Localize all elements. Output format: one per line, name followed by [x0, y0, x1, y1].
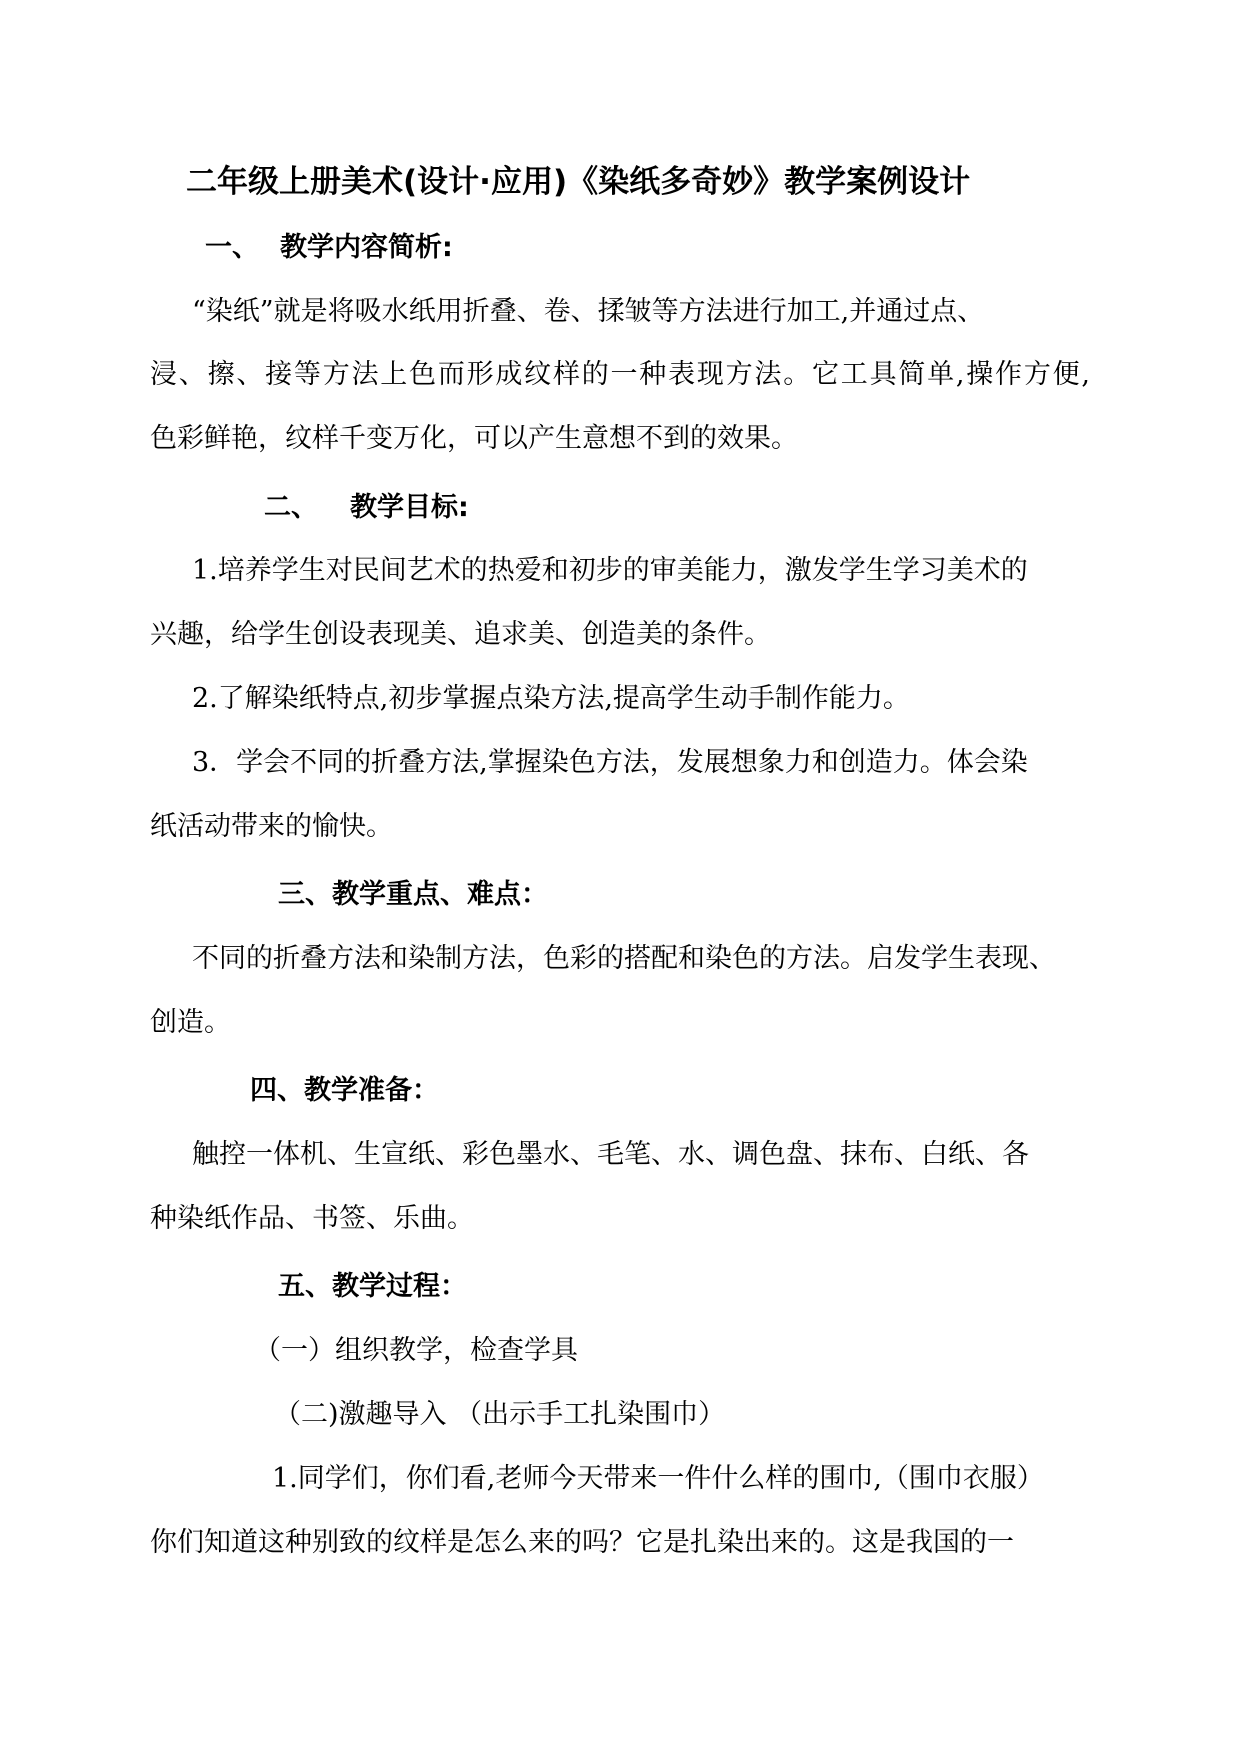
paragraph-line: 创造。 — [150, 1007, 231, 1038]
paragraph-line: 3．学会不同的折叠方法,掌握染色方法，发展想象力和创造力。体会染 — [192, 747, 1028, 778]
section-heading: 三、教学重点、难点： — [278, 879, 548, 910]
paragraph-line: 纸活动带来的愉快。 — [150, 811, 393, 842]
section-heading: 五、教学过程： — [278, 1271, 467, 1302]
document-title: 二年级上册美术(设计·应用)《染纸多奇妙》教学案例设计 — [186, 164, 971, 200]
section-heading-number: 二、 — [264, 492, 318, 523]
section-heading: 教学目标: — [350, 492, 469, 523]
paragraph-line: 1.同学们，你们看,老师今天带来一件什么样的围巾,（围巾衣服） — [272, 1463, 1044, 1494]
section-heading-number: 一、 — [205, 232, 259, 263]
section-heading: 教学内容简析: — [280, 232, 453, 263]
paragraph-line: 浸、擦、接等方法上色而形成纹样的一种表现方法。它工具简单,操作方便, — [150, 359, 1090, 390]
paragraph-line: 兴趣，给学生创设表现美、追求美、创造美的条件。 — [150, 619, 771, 650]
paragraph-line: 1.培养学生对民间艺术的热爱和初步的审美能力，激发学生学习美术的 — [192, 555, 1028, 586]
paragraph-line: 不同的折叠方法和染制方法，色彩的搭配和染色的方法。启发学生表现、 — [192, 943, 1056, 974]
paragraph-line: 2.了解染纸特点,初步掌握点染方法,提高学生动手制作能力。 — [192, 683, 910, 714]
paragraph-line: “染纸”就是将吸水纸用折叠、卷、揉皱等方法进行加工,并通过点、 — [192, 296, 985, 327]
paragraph-line: 触控一体机、生宣纸、彩色墨水、毛笔、水、调色盘、抹布、白纸、各 — [192, 1139, 1029, 1170]
paragraph-line: （一）组织教学，检查学具 — [254, 1335, 578, 1366]
section-heading: 四、教学准备： — [250, 1075, 439, 1106]
paragraph-line: （二)激趣导入 （出示手工扎染围巾） — [274, 1399, 726, 1430]
paragraph-line: 种染纸作品、书签、乐曲。 — [150, 1203, 474, 1234]
paragraph-line: 色彩鲜艳，纹样千变万化，可以产生意想不到的效果。 — [150, 423, 798, 454]
paragraph-line: 你们知道这种别致的纹样是怎么来的吗？它是扎染出来的。这是我国的一 — [150, 1527, 1014, 1558]
